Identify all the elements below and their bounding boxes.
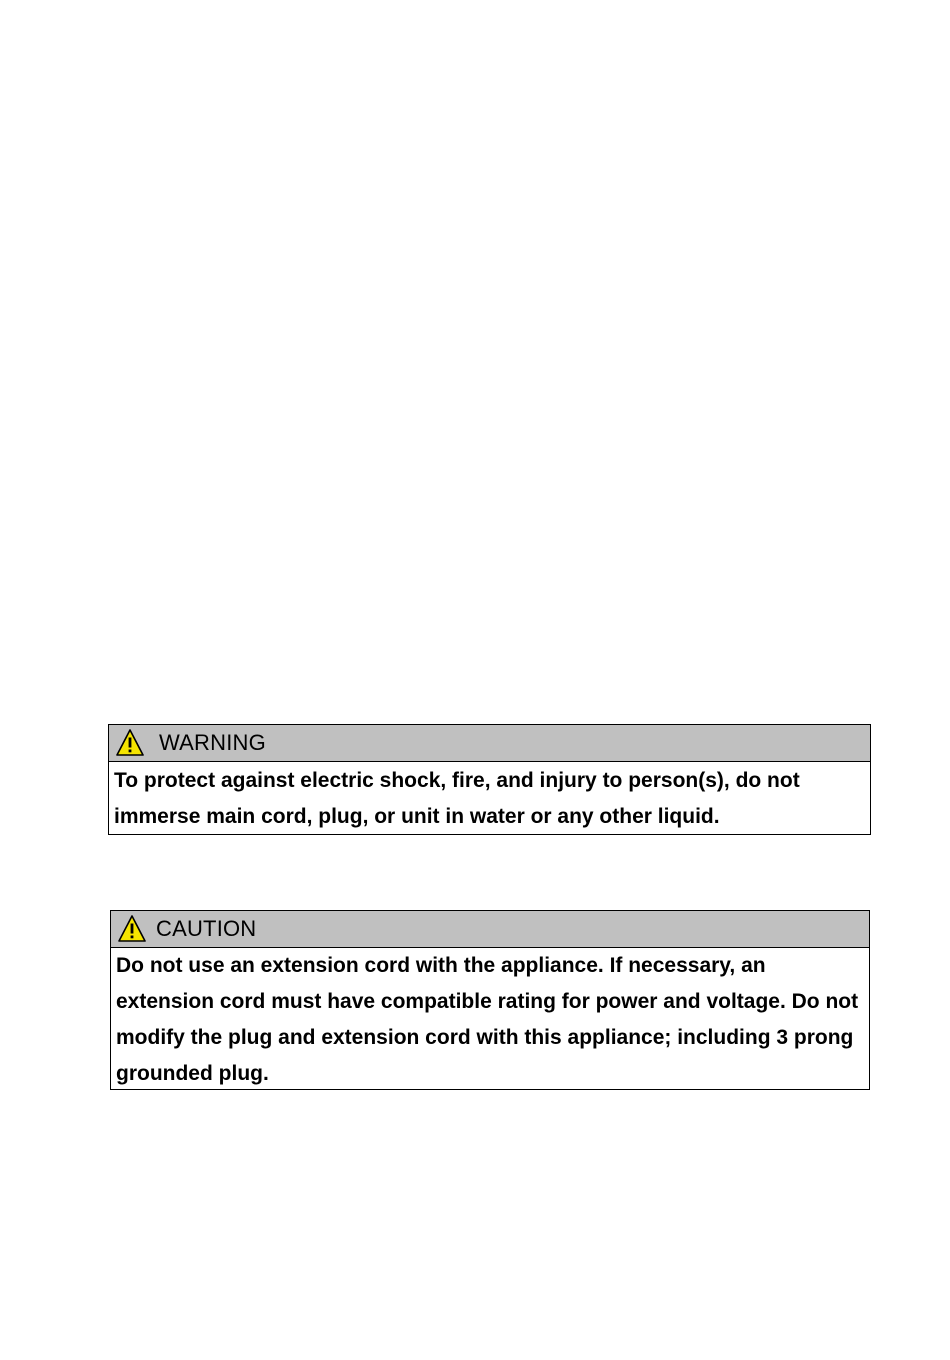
- warning-title: WARNING: [159, 730, 266, 755]
- warning-triangle-icon: [117, 914, 147, 944]
- caution-header: [111, 911, 869, 948]
- warning-header: [109, 725, 870, 762]
- caution-body: Do not use an extension cord with the appliance. If necessary, an extension cord must have compatible rating for power and voltage. Do not modify the plug and extension cord with this appliance; including 3 prong grounded plug.: [116, 954, 859, 1085]
- warning-body: To protect against electric shock, fire, and injury to person(s), do not immerse main cord, plug, or unit in water or any other liquid.: [114, 769, 800, 828]
- warning-notice: [108, 724, 871, 835]
- caution-title: CAUTION: [156, 916, 257, 941]
- warning-triangle-icon: [115, 728, 145, 758]
- caution-notice: [110, 910, 870, 1090]
